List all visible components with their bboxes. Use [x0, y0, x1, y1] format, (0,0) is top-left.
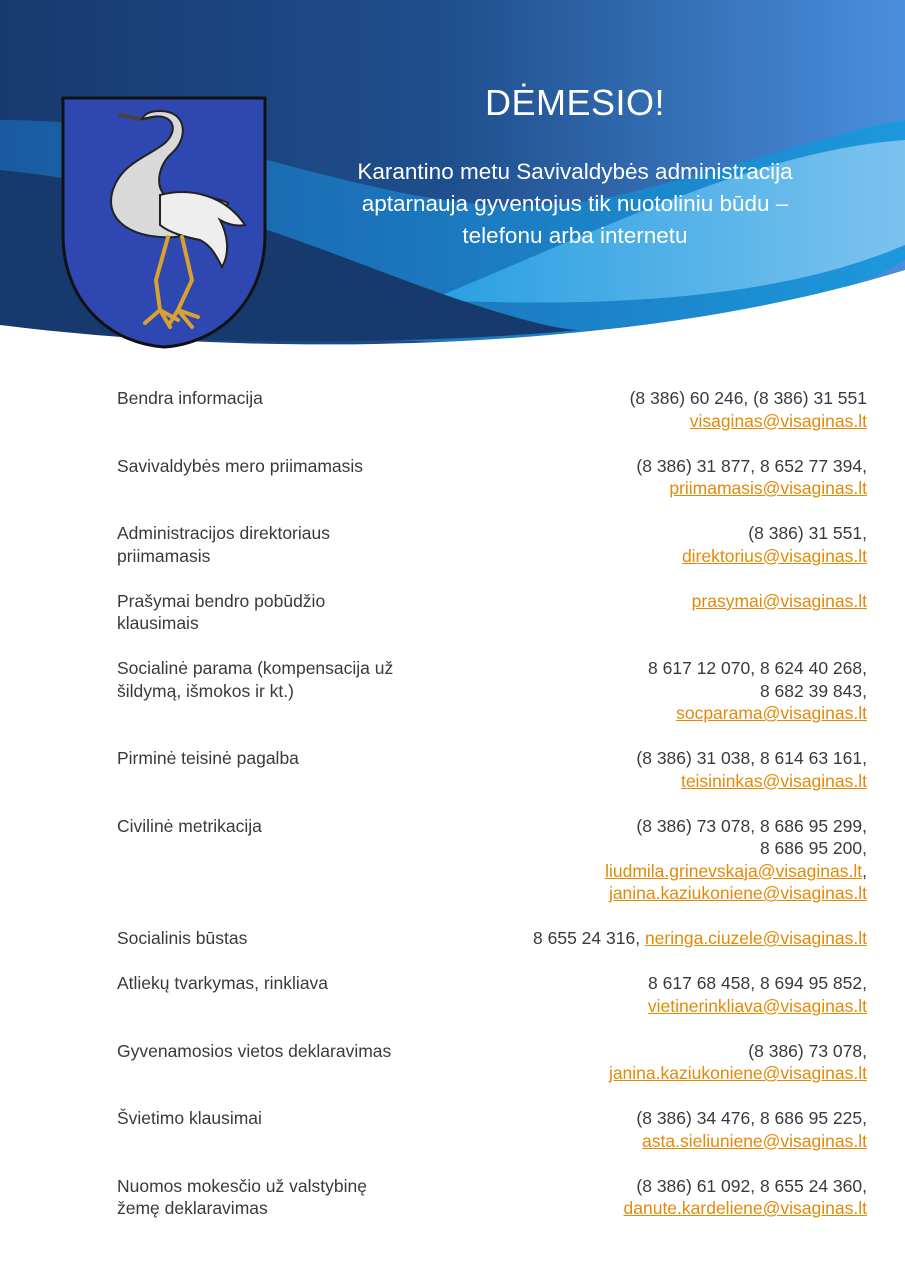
email-link[interactable]: neringa.ciuzele@visaginas.lt	[644, 928, 867, 948]
page-title: DĖMESIO!	[484, 82, 666, 123]
contact-label	[117, 590, 437, 635]
subtitle-line: telefonu arba internetu	[462, 223, 688, 248]
contact-label	[117, 927, 437, 950]
contact-row	[117, 1040, 867, 1085]
phone-numbers: (8 386) 31 038, 8 614 63 161,	[636, 748, 867, 768]
subtitle	[300, 156, 850, 252]
label-line: Gyvenamosios vietos deklaravimas	[117, 1040, 392, 1061]
email-link[interactable]: vietinerinkliava@visaginas.lt	[647, 995, 867, 1016]
contact-row	[117, 1175, 867, 1220]
contact-values	[682, 522, 867, 567]
phone-numbers: 8 686 95 200,	[759, 838, 867, 858]
label-line: Nuomos mokesčio už valstybinę	[117, 1175, 367, 1196]
phone-numbers: (8 386) 31 551,	[748, 523, 867, 543]
email-link[interactable]: prasymai@visaginas.lt	[691, 590, 867, 611]
phone-numbers: (8 386) 34 476, 8 686 95 225,	[636, 1108, 867, 1128]
contact-row	[117, 927, 867, 950]
label-line: Socialinis būstas	[117, 928, 248, 948]
contact-values	[648, 972, 867, 1017]
contact-label	[117, 657, 437, 725]
label-line: Švietimo klausimai	[117, 1108, 262, 1128]
phone-numbers: (8 386) 60 246, (8 386) 31 551	[629, 388, 867, 408]
phone-numbers: (8 386) 73 078, 8 686 95 299,	[636, 815, 867, 836]
label-line: Savivaldybės mero priimamasis	[117, 455, 364, 476]
contact-label	[117, 1175, 437, 1220]
label-line: Atliekų tvarkymas, rinkliava	[117, 973, 329, 993]
phone-numbers: 8 617 68 458, 8 694 95 852,	[648, 973, 867, 993]
email-link[interactable]: socparama@visaginas.lt	[676, 703, 867, 723]
contact-label	[117, 522, 437, 567]
phone-numbers: (8 386) 61 092, 8 655 24 360,	[636, 1175, 867, 1196]
contact-row	[117, 815, 867, 905]
contact-label	[117, 1107, 437, 1152]
contact-values	[636, 747, 867, 792]
phone-numbers: 8 682 39 843,	[759, 680, 867, 701]
contact-row	[117, 590, 867, 635]
subtitle-line: Karantino metu Savivaldybės administracija	[357, 159, 793, 184]
contact-label	[117, 387, 437, 432]
label-line: Socialinė parama (kompensacija už	[117, 658, 394, 678]
contact-row	[117, 657, 867, 725]
contact-values	[533, 927, 867, 950]
email-link[interactable]: asta.sieliuniene@visaginas.lt	[642, 1130, 867, 1151]
label-line: priimamasis	[117, 545, 211, 566]
crane-coat-of-arms-icon	[60, 95, 270, 350]
contact-label	[117, 1040, 437, 1085]
email-link[interactable]: priimamasis@visaginas.lt	[669, 478, 867, 498]
email-link[interactable]: janina.kaziukoniene@visaginas.lt	[608, 883, 867, 903]
contact-label	[117, 972, 437, 1017]
label-line: Administracijos direktoriaus	[117, 523, 330, 543]
label-line: klausimais	[117, 613, 199, 633]
phone-numbers: 8 655 24 316,	[533, 928, 645, 948]
contact-label	[117, 455, 437, 500]
label-line: Pirminė teisinė pagalba	[117, 748, 299, 768]
contact-row	[117, 972, 867, 1017]
coat-of-arms	[60, 95, 270, 350]
email-link[interactable]: direktorius@visaginas.lt	[681, 545, 867, 566]
contact-label	[117, 747, 437, 792]
email-link[interactable]: liudmila.grinevskaja@visaginas.lt	[605, 860, 863, 881]
contact-values	[692, 590, 867, 635]
label-line: šildymą, išmokos ir kt.)	[117, 680, 294, 701]
contact-values	[609, 1040, 867, 1085]
phone-numbers: (8 386) 31 877, 8 652 77 394,	[636, 455, 867, 476]
contact-values	[648, 657, 867, 725]
contact-row	[117, 522, 867, 567]
label-line: žemę deklaravimas	[117, 1198, 268, 1218]
contact-values	[636, 455, 867, 500]
contact-list	[117, 387, 867, 1220]
email-link[interactable]: janina.kaziukoniene@visaginas.lt	[608, 1063, 867, 1083]
label-line: Bendra informacija	[117, 388, 263, 408]
phone-numbers: 8 617 12 070, 8 624 40 268,	[648, 658, 867, 678]
email-link[interactable]: danute.kardeliene@visaginas.lt	[623, 1198, 867, 1218]
label-line: Prašymai bendro pobūdžio	[117, 590, 326, 611]
phone-numbers: (8 386) 73 078,	[748, 1040, 867, 1061]
contact-values: (8 386) 73 078, 8 686 95 299, 8 686 95 200, liudmila.grinevskaja@visaginas.lt, janina.kaziukoniene@visaginas.lt	[605, 815, 867, 903]
contact-values	[630, 387, 867, 432]
email-link[interactable]: teisininkas@visaginas.lt	[680, 770, 867, 791]
contact-row	[117, 387, 867, 432]
email-link[interactable]: visaginas@visaginas.lt	[689, 410, 867, 431]
contact-row	[117, 747, 867, 792]
label-line: Civilinė metrikacija	[117, 815, 262, 836]
contact-row	[117, 1107, 867, 1152]
contact-row	[117, 455, 867, 500]
contact-label	[117, 815, 437, 905]
subtitle-line: aptarnauja gyventojus tik nuotoliniu būdu –	[361, 191, 789, 216]
contact-values	[636, 1107, 867, 1152]
contact-values	[624, 1175, 867, 1220]
